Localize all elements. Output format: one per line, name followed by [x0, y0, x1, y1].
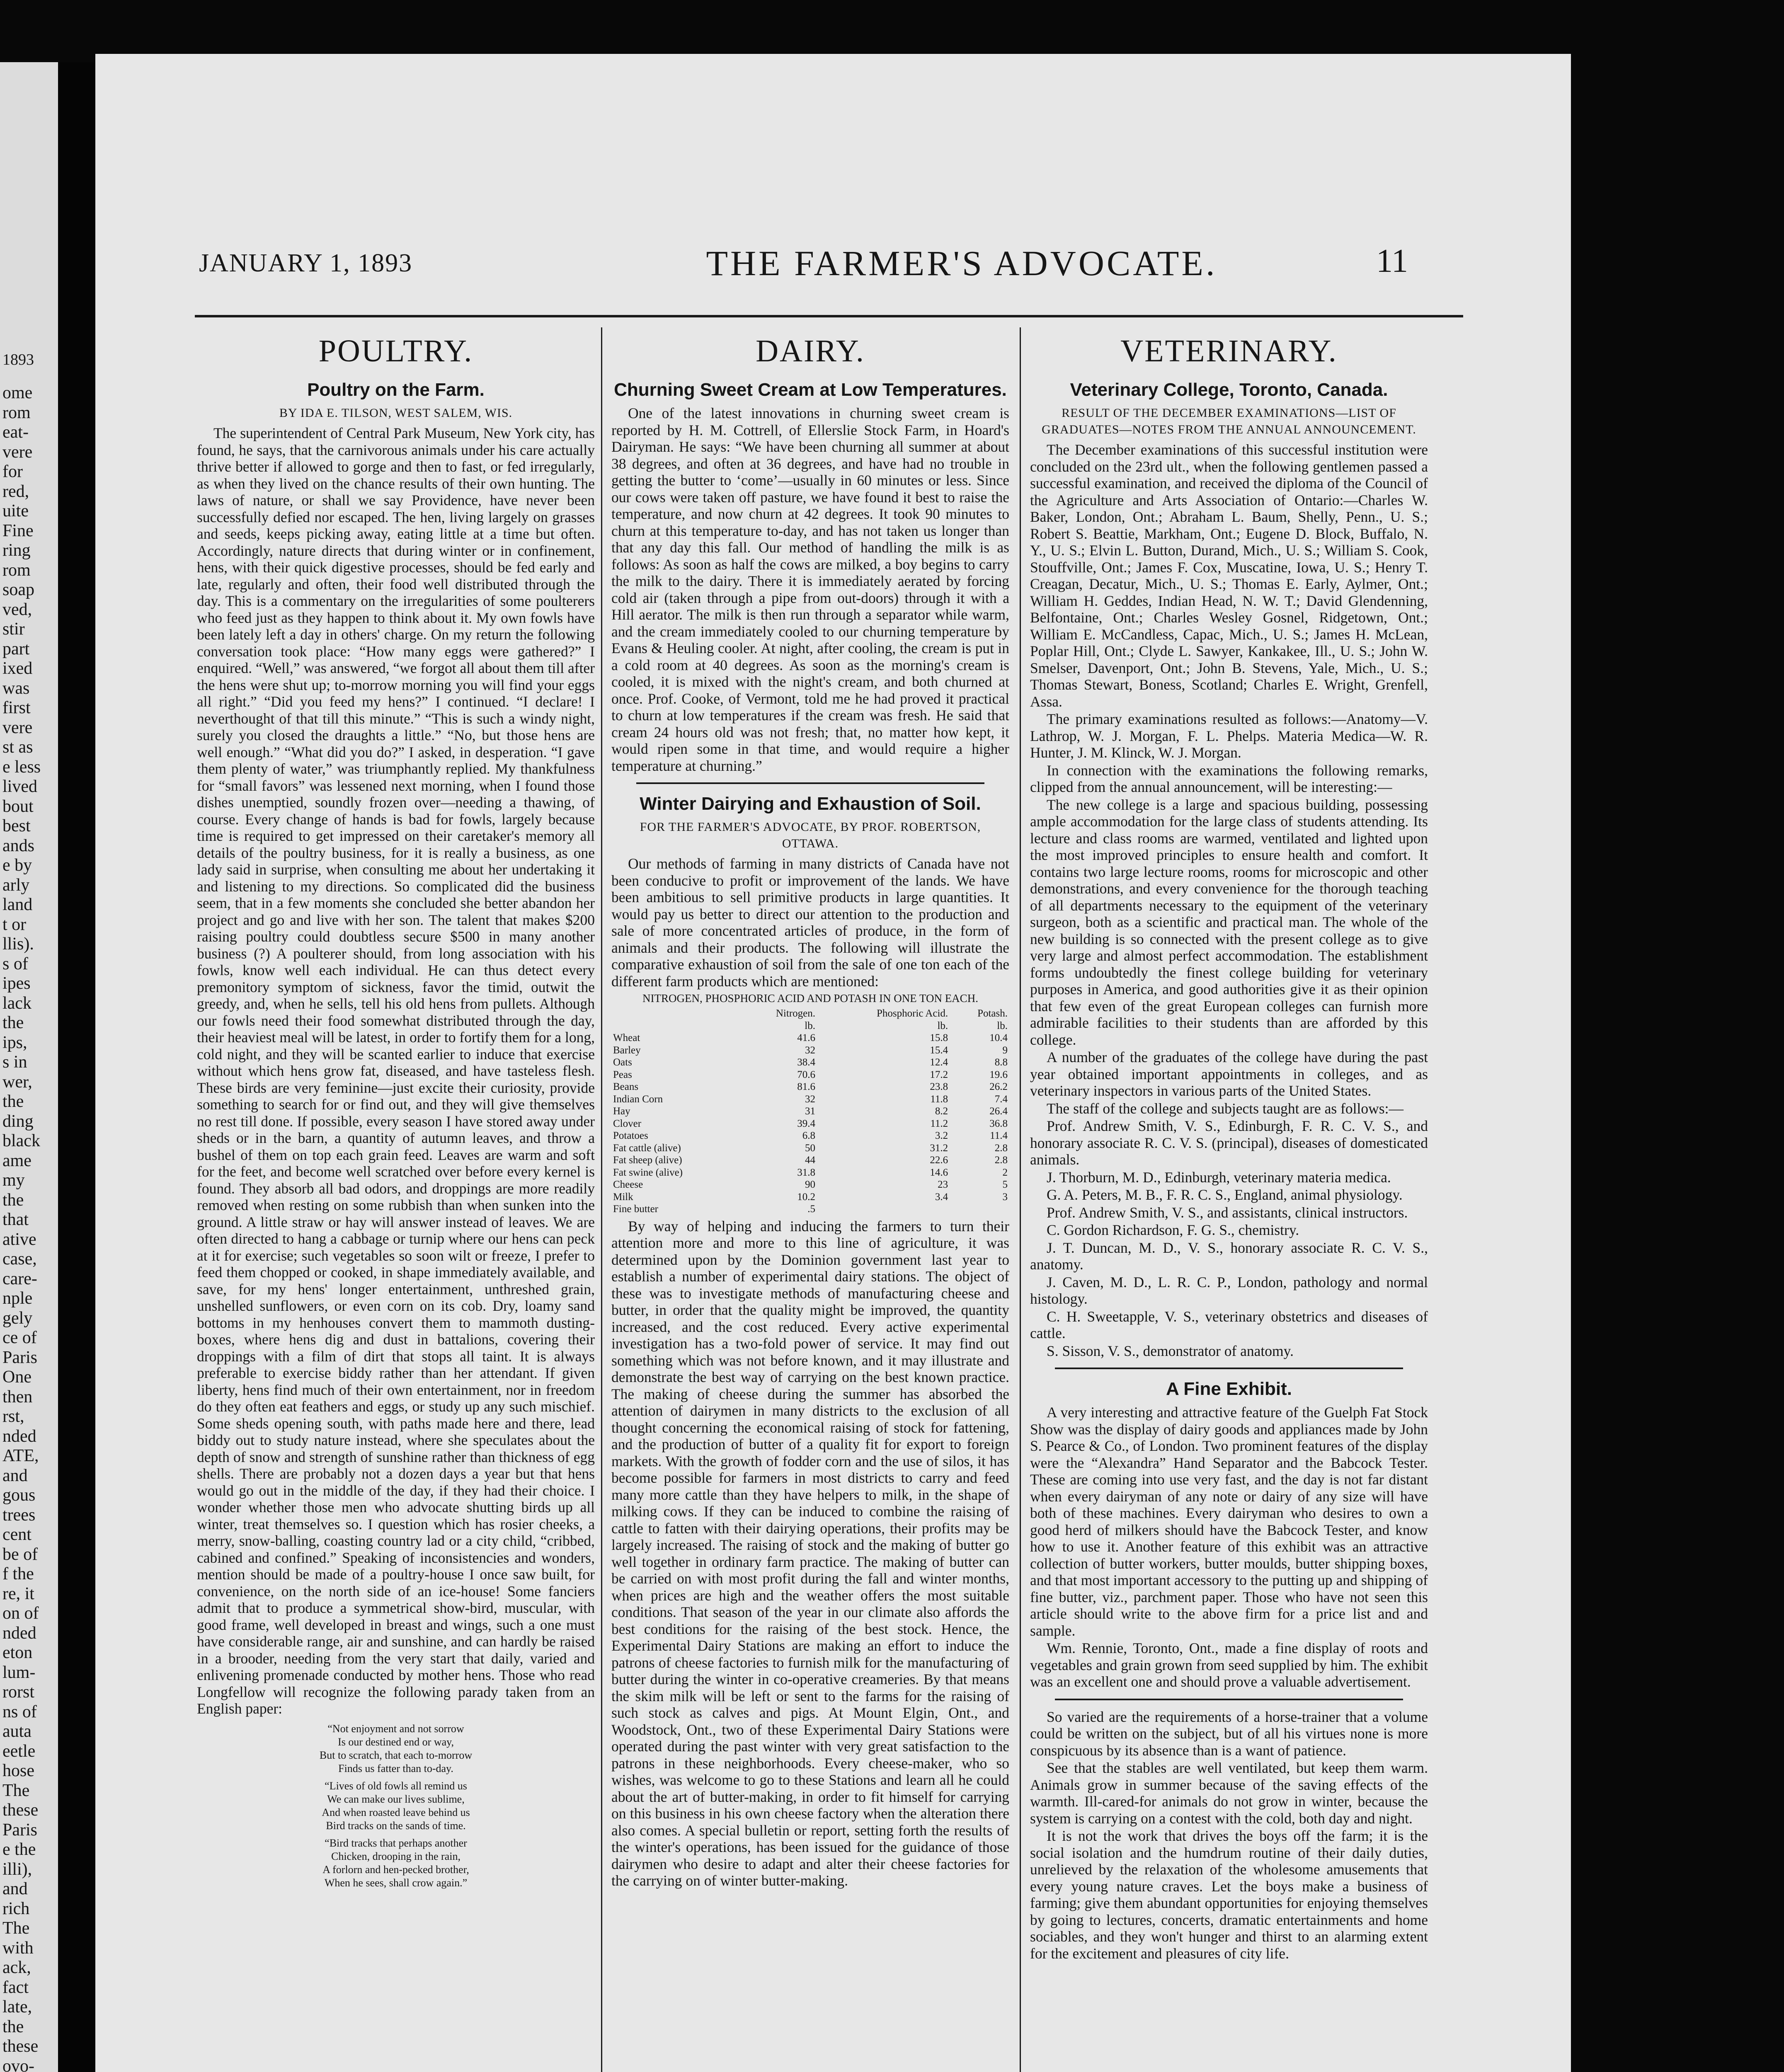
- table-cell: 22.6: [930, 1155, 948, 1166]
- previous-page-fragment: ixed: [2, 659, 33, 678]
- table-cell: 15.8: [930, 1032, 948, 1043]
- previous-page-fragment: ands: [2, 836, 34, 855]
- previous-page-fragment: auta: [2, 1722, 32, 1741]
- section-heading: VETERINARY.: [1120, 334, 1338, 368]
- table-cell: 3: [1002, 1191, 1008, 1203]
- poem: [197, 1722, 595, 1890]
- table-cell: 26.4: [989, 1106, 1008, 1117]
- previous-page-fragment: ce of: [2, 1328, 37, 1347]
- column-rule-right: [1020, 327, 1021, 2072]
- article-title: Winter Dairying and Exhaustion of Soil.: [640, 794, 981, 814]
- issue-date: JANUARY 1, 1893: [199, 249, 413, 277]
- veterinary-column: [1030, 332, 1428, 1963]
- table-header-row: [611, 1020, 1009, 1032]
- poem-line: Finds us fatter than to-day.: [338, 1762, 453, 1774]
- dairy-column: [611, 332, 1009, 1890]
- previous-page-fragment: lived: [2, 777, 37, 796]
- previous-page-fragment: the: [2, 2017, 24, 2036]
- table-cell: 11.4: [990, 1130, 1008, 1141]
- table-cell: 41.6: [797, 1032, 815, 1043]
- article-paragraph: J. Thorburn, M. D., Edinburgh, veterinary materia medica.: [1047, 1169, 1391, 1186]
- previous-page-fragment: uite: [2, 501, 29, 520]
- page-spine: [58, 62, 95, 2072]
- poem-line: We can make our lives sublime,: [327, 1793, 465, 1805]
- column-rule-left: [601, 327, 602, 2072]
- table-cell: 7.4: [994, 1093, 1008, 1105]
- previous-page-fragment: nple: [2, 1289, 33, 1308]
- previous-page-fragment: case,: [2, 1249, 37, 1268]
- previous-page-fragment: wer,: [2, 1072, 32, 1092]
- article-paragraph: It is not the work that drives the boys off the farm; it is the social isolation and the humdrum routine of their daily duties, unrelieved by the relaxation of the wholesome amusements that every young nature craves. Let the boys make a business of farming; give them abundant opportunities for enjoying themselves by going to lectures, concerts, dramatic entertainments and home sociables, and they won't hunger and thirst to an alarming extent for the excitement and pleasures of city life.: [1030, 1828, 1428, 1962]
- previous-page-fragment: arly: [2, 875, 30, 895]
- table-header-cell: lb.: [805, 1020, 815, 1031]
- previous-page-fragment: e the: [2, 1840, 36, 1859]
- table-header-cell: [611, 1007, 741, 1020]
- table-row-label: Clover: [613, 1118, 642, 1129]
- previous-page-fragment: these: [2, 2037, 39, 2056]
- table-header-cell: [611, 1020, 741, 1032]
- article-divider: [1055, 1699, 1403, 1700]
- article-paragraph: S. Sisson, V. S., demonstrator of anatomy.: [1047, 1342, 1294, 1359]
- previous-page-fragment: hose: [2, 1761, 34, 1780]
- poem-line: Is our destined end or way,: [338, 1736, 454, 1748]
- table-cell: 10.2: [797, 1191, 815, 1203]
- article-title: Veterinary College, Toronto, Canada.: [1070, 380, 1388, 400]
- previous-page-fragment: ding: [2, 1111, 34, 1131]
- previous-page-fragment: care-: [2, 1269, 37, 1288]
- previous-page-fragment: The: [2, 1919, 30, 1938]
- article-paragraph: The December examinations of this successful institution were concluded on the 23rd ult., when the following gentlemen passed a successful examination, and received the diploma of the Council of the Agriculture and Arts Association of Ontario:—Charles W. Baker, London, Ont.; Abraham L. Baum, Shelly, Penn., U. S.; Robert S. Beattie, Markham, Ont.; Eugene D. Block, Buffalo, N. Y., U. S.; Elvin L. Button, Durand, Mich., U. S.; William S. Cook, Stouffville, Ont.; James F. Cox, Muscatine, Iowa, U. S.; Henry T. Creagan, Decatur, Mich., U. S.; Thomas E. Early, Aylmer, Ont.; William H. Geddes, Indian Head, N. W. T.; David Glendenning, Belfontaine, Ont.; Charles Wesley Gosnel, Ridgetown, Ont.; William E. McCandless, Capac, Mich., U. S.; James H. McLean, Poplar Hill, Ont.; Clyde L. Sawyer, Kankakee, Ill., U. S.; John W. Smelser, Davenport, Ont.; John B. Stevens, Yale, Mich., U. S.; Thomas Stewart, Boness, Scotland; Charles E. Wright, Grenfell, Assa.: [1030, 441, 1428, 710]
- table-cell: [817, 1203, 950, 1215]
- article-paragraph: A number of the graduates of the college have during the past year obtained important appointments in colleges, and as veterinary inspectors in various parts of the United States.: [1030, 1049, 1428, 1099]
- table-row-label: Beans: [613, 1081, 639, 1092]
- table-row-label: Peas: [613, 1069, 632, 1080]
- previous-page-fragment: lum-: [2, 1663, 36, 1682]
- table-header-cell: lb.: [937, 1020, 948, 1031]
- previous-page-fragment: gely: [2, 1308, 33, 1328]
- previous-page-fragment: ovo-: [2, 2056, 34, 2072]
- table-cell: 11.2: [930, 1118, 948, 1129]
- table-cell: 23.8: [930, 1081, 948, 1092]
- table-cell: 14.6: [930, 1167, 948, 1178]
- poem-line: But to scratch, that each to-morrow: [319, 1749, 473, 1761]
- table-cell: 31.2: [930, 1142, 948, 1154]
- previous-page-fragment: illi),: [2, 1859, 32, 1879]
- previous-page-fragment: ame: [2, 1151, 32, 1170]
- previous-page-fragment: ns of: [2, 1702, 37, 1721]
- previous-page-fragment: fact: [2, 1978, 29, 1997]
- table-cell: 15.4: [930, 1044, 948, 1056]
- previous-page-fragment: black: [2, 1131, 40, 1150]
- table-cell: 23: [938, 1179, 948, 1190]
- article-paragraph: The superintendent of Central Park Museum, New York city, has found, he says, that the carnivorous animals under his care actually thrive better if allowed to gorge and then to fast, or fed irregularly, as when they lived on the chance results of their own hunting. The laws of nature, or shall we say Providence, have never been successfully defied nor escaped. The hen, living largely on grasses and seeds, keeps picking away, eating little at a time but often. Accordingly, nature directs that during winter or in confinement, hens, with their quick digestive processes, should be fed early and late, regularly and often, their food well distributed through the day. This is a commentary on the irregularities of some poulterers who feed just as they happen to think about it. My own fowls have been lately left a day in others' charge. On my return the following conversation took place: “How many eggs were gathered?” I enquired. “Well,” was answered, “we forgot all about them till after the hens were shut up; to-morrow morning you will find your eggs all right.” “Did you feed my hens?” I continued. “I declare! I neverthought of that till this minute.” “This is such a windy night, surely you closed the draughts a little.” “No, but those hens are well enough.” “What did you do?” I asked, in desperation. “I gave them plenty of water,” was triumphantly replied. My thankfulness for “small favors” was lessened next morning, when I found those dishes unemptied, soundly frozen over—needing a thawing, of course. Every change of hands is bad for fowls, largely because time is required to get impressed on their caretaker's memory all details of the poultry business, for it is really a business, as one lady said in surprise, when consulting me about her undertaking it and listening to my directions. So complicated did the business seem, that in a few moments she concluded she better abandon her project and go and live with her son. The talent that makes $200 raising poultry could doubtless secure $500 in many another business (?) A poulterer should, from long association with his fowls, know well each individual. He can thus detect every premonitory symptom of sickness, favor the timid, outwit the greedy, and, when he sells, tell his old hens from pullets. Although our fowls need their food somewhat distributed through the day, their heaviest meal will be latest, in order to fortify them for a long, cold night, and they will be scanted earlier to induce that exercise without which hens grow fat, diseased, and have tasteless flesh. These birds are very feminine—just excite their curiosity, provide something to search for or find out, and they will give themselves no rest till done. If possible, every season I have stored away under sheds or in the barn, a quantity of autumn leaves, and throw a bushel of them on top each grain feed. Leaves are warm and soft for the feet, and become well scratched over before every kernel is found. They absorb all bad odors, and droppings are more readily removed when resting on some rubbish than when sunken into the ground. A little straw or hay will answer instead of leaves. We are often directed to hang a cabbage or turnip where our hens can peck at it for exercise; such vegetables so soon wilt or freeze, I prefer to feed them chopped or cooked, in shape immediately available, and save, for my hens' longer entertainment, unthreshed grain, unshelled sunflowers, or even corn on its cob. Dry, loamy sand bottoms in my henhouses convert them to mammoth dusting-boxes, where hens dig and dust in battalions, covering their droppings with a film of dirt that stops all taint. It is always preferable to exercise biddy rather than her attendant. If given liberty, hens find much of their own entertainment, nor in freedom do they often eat feathers and eggs, or study up any such mischief. Some sheds opening south, with paths made here and there, lead biddy out to study nature instead, where she speculates about the depth of snow and strength of sunshine rather than thickness of egg shells. There are probably not a dozen days a year but that hens would go out in the middle of the day, if they had their choice. I wonder whether those men who advocate shutting birds up all winter, treat themselves so. I question which has rosier cheeks, a merry, snow-balling, coasting country lad or a city child, “cribbed, cabined and confined.” Speaking of inconsistencies and wonders, mention should be made of a poultry-house I once saw built, for convenience, on the north side of an ice-house! Some fanciers admit that to produce a symmetrical show-bird, muscular, with good frame, well developed in breast and wings, such a one must have considerable range, air and sunshine, and can hardly be raised in a brooder, needing from the very start that daily, varied and enlivening promenade conducted by mother hens. Those who read Longfellow will recognize the following parady taken from an English paper:: [197, 425, 595, 1717]
- table-cell: 32: [805, 1093, 815, 1105]
- article-paragraph: Wm. Rennie, Toronto, Ont., made a fine display of roots and vegetables and grain grown from seed supplied by him. The exhibit was an excellent one and should prove a valuable advertisement.: [1030, 1640, 1428, 1690]
- article-paragraph: J. T. Duncan, M. D., V. S., honorary associate R. C. V. S., anatomy.: [1030, 1239, 1428, 1273]
- previous-page-fragment: e by: [2, 856, 32, 875]
- table-cell: 11.8: [930, 1093, 948, 1105]
- previous-page-fragment: the: [2, 1190, 24, 1210]
- article-paragraph: Prof. Andrew Smith, V. S., Edinburgh, F. R. C. V. S., and honorary associate R. C. V. S. (principal), diseases of domesticated animals.: [1030, 1118, 1428, 1168]
- previous-page-fragment: ome: [2, 383, 33, 402]
- table-row: [611, 1130, 1009, 1142]
- previous-page-fragment: best: [2, 816, 31, 835]
- previous-page-fragment: ative: [2, 1230, 36, 1249]
- article-paragraph: Our methods of farming in many districts of Canada have not been conducive to profit or improvement of the lands. We have been ambitious to sell primitive products in large quantities. It would pay us better to direct our attention to the production and sale of more concentrated articles of produce, in the form of animals and their products. The following will illustrate the comparative exhaustion of soil from the sale of one ton each of the different farm products which are mentioned:: [611, 855, 1009, 990]
- table-row: [611, 1056, 1009, 1069]
- table-row: [611, 1032, 1009, 1044]
- table-cell: .5: [807, 1203, 815, 1215]
- previous-page-fragment: One: [2, 1368, 32, 1387]
- table-row: [611, 1044, 1009, 1057]
- table-row-label: Fat sheep (alive): [613, 1155, 682, 1166]
- article-paragraph: Prof. Andrew Smith, V. S., and assistants, clinical instructors.: [1047, 1204, 1408, 1221]
- table-row-label: Fine butter: [613, 1203, 659, 1215]
- previous-page-fragment: t or: [2, 915, 27, 934]
- poem-line: “Not enjoyment and not sorrow: [327, 1722, 464, 1735]
- table-cell: 36.8: [989, 1118, 1008, 1129]
- article-paragraph: The new college is a large and spacious building, possessing ample accommodation for the large class of students attending. Its lecture and class rooms are warmed, ventilated and lighted upon the most improved principles to ensure health and comfort. It contains two large lecture rooms, rooms for microscopic and other demonstrations, and every convenience for the thorough teaching of all departments necessary to the equipment of the veterinary surgeon, both as a scientific and practical man. The whole of the new building is so connected with the present college as to give very large and almost perfect accommodation. The establishment forms undoubtedly the finest college building for veterinary purposes in America, and good authorities give it as their opinion that few even of the great European colleges can furnish more admirable facilities to their students than are afforded by this college.: [1030, 796, 1428, 1048]
- previous-page-fragment: rom: [2, 560, 31, 580]
- previous-page-fragment: re, it: [2, 1584, 34, 1603]
- table-row-label: Cheese: [613, 1179, 643, 1190]
- article-paragraph: A very interesting and attractive feature of the Guelph Fat Stock Show was the display of dairy goods and appliances made by John S. Pearce & Co., of London. Two prominent features of the display were the “Alexandra” Hand Separator and the Babcock Tester. These are coming into use very fast, and the day is not far distant when every dairyman of any note or dairy of any size will have both of these machines. Every dairyman who desires to own a good herd of milkers should have the Babcock Tester, and know how to use it. Another feature of this exhibit was an attractive collection of butter workers, butter moulds, butter shipping boxes, and that most important accessory to the putting up and shipping of fine butter, viz., parchment paper. Those who have not seen this article should write to the above firm for a price list and and sample.: [1030, 1404, 1428, 1639]
- previous-page-fragment: The: [2, 1781, 30, 1800]
- previous-page-fragment: rst,: [2, 1407, 24, 1426]
- table-cell: 2: [1002, 1167, 1008, 1178]
- table-cell: 38.4: [797, 1057, 815, 1068]
- previous-page-fragment: then: [2, 1387, 33, 1406]
- table-cell: 5: [1002, 1179, 1008, 1190]
- table-row: [611, 1093, 1009, 1106]
- poem-line: Chicken, drooping in the rain,: [331, 1850, 461, 1862]
- table-cell: 39.4: [797, 1118, 815, 1129]
- table-cell: 81.6: [797, 1081, 815, 1092]
- previous-page-fragment: eat-: [2, 423, 29, 442]
- table-cell: 2.8: [994, 1155, 1008, 1166]
- header-rule: [195, 315, 1463, 317]
- article-paragraph: C. H. Sweetapple, V. S., veterinary obstetrics and diseases of cattle.: [1030, 1308, 1428, 1341]
- previous-page-fragment: vere: [2, 442, 33, 462]
- previous-page-fragment: rom: [2, 403, 31, 422]
- previous-page-fragment: Paris: [2, 1820, 37, 1840]
- previous-page-fragment: ATE,: [2, 1446, 39, 1465]
- table-header-cell: lb.: [997, 1020, 1008, 1031]
- table-header-cell: Nitrogen.: [776, 1008, 815, 1019]
- table-row-label: Indian Corn: [613, 1093, 663, 1105]
- previous-page-fragment: and: [2, 1466, 28, 1485]
- table-row-label: Milk: [613, 1191, 633, 1203]
- table-cell: 8.2: [935, 1106, 948, 1117]
- previous-page-fragment: eetle: [2, 1741, 36, 1761]
- table-row: [611, 1105, 1009, 1118]
- previous-page-fragment: that: [2, 1210, 29, 1229]
- previous-page-fragment: stir: [2, 620, 25, 639]
- table-cell: 32: [805, 1044, 815, 1056]
- previous-page-fragment: trees: [2, 1505, 36, 1525]
- article-paragraph: So varied are the requirements of a horse-trainer that a volume could be written on the subject, but of all his virtues none is more conspicuous by its absence than is a want of patience.: [1030, 1708, 1428, 1759]
- article-byline: BY IDA E. TILSON, WEST SALEM, WIS.: [279, 406, 513, 420]
- table-row-label: Barley: [613, 1044, 641, 1056]
- article-title: Poultry on the Farm.: [307, 380, 485, 400]
- previous-page-fragment: st as: [2, 738, 33, 757]
- masthead-title: THE FARMER'S ADVOCATE.: [706, 243, 1217, 283]
- article-paragraph: C. Gordon Richardson, F. G. S., chemistry.: [1047, 1222, 1299, 1238]
- table-cell: 31: [805, 1106, 815, 1117]
- nutrient-table: [611, 1007, 1009, 1215]
- previous-page-fragment: nded: [2, 1426, 36, 1446]
- article-paragraph: The staff of the college and subjects taught are as follows:—: [1047, 1100, 1403, 1117]
- poem-line: And when roasted leave behind us: [322, 1806, 470, 1818]
- table-row: [611, 1142, 1009, 1155]
- previous-page-fragment: eton: [2, 1643, 33, 1662]
- table-row-label: Wheat: [613, 1032, 640, 1043]
- previous-page-fragment: gous: [2, 1486, 36, 1505]
- table-cell: [950, 1203, 1009, 1215]
- previous-page-fragment: ack,: [2, 1958, 31, 1977]
- previous-page-fragment: was: [2, 678, 30, 698]
- previous-page-fragment: e less: [2, 757, 41, 777]
- article-paragraph: J. Caven, M. D., L. R. C. P., London, pathology and normal histology.: [1030, 1273, 1428, 1307]
- poem-line: When he sees, shall crow again.”: [324, 1876, 468, 1889]
- table-row: [611, 1118, 1009, 1130]
- table-cell: 44: [805, 1155, 815, 1166]
- table-row-label: Fat swine (alive): [613, 1167, 683, 1178]
- table-header-row: [611, 1007, 1009, 1020]
- previous-page-fragment: be of: [2, 1544, 38, 1564]
- table-cell: 70.6: [797, 1069, 815, 1080]
- previous-page-fragment: with: [2, 1938, 34, 1958]
- table-cell: 10.4: [989, 1032, 1008, 1043]
- article-paragraph: The primary examinations resulted as follows:—Anatomy—V. Lathrop, W. J. Morgan, F. L. Phelps. Materia Medica—W. R. Hunter, J. M. Klinck, W. J. Morgan.: [1030, 711, 1428, 761]
- previous-page-fragment: part: [2, 639, 30, 658]
- table-row-label: Potatoes: [613, 1130, 648, 1141]
- article-paragraph: In connection with the examinations the following remarks, clipped from the annual announcement, will be interesting:—: [1030, 762, 1428, 795]
- poem-line: “Lives of old fowls all remind us: [325, 1779, 467, 1792]
- table-row: [611, 1179, 1009, 1191]
- table-cell: 31.8: [797, 1167, 815, 1178]
- poem-line: Bird tracks on the sands of time.: [326, 1819, 466, 1832]
- table-row-label: Hay: [613, 1106, 630, 1117]
- previous-page-fragment: llis).: [2, 934, 34, 954]
- table-row: [611, 1154, 1009, 1167]
- table-row: [611, 1203, 1009, 1215]
- previous-page-header: 1893: [2, 351, 34, 368]
- table-cell: 3.4: [935, 1191, 948, 1203]
- previous-page-fragment: late,: [2, 1997, 32, 2016]
- article-title: Churning Sweet Cream at Low Temperatures.: [614, 380, 1007, 400]
- table-row-label: Oats: [613, 1057, 632, 1068]
- previous-page-fragment: red,: [2, 482, 29, 501]
- table-cell: 3.2: [935, 1130, 948, 1141]
- article-byline: FOR THE FARMER'S ADVOCATE, BY PROF. ROBERTSON, OTTAWA.: [640, 820, 981, 850]
- previous-page-fragment: Fine: [2, 521, 34, 540]
- table-cell: 19.6: [989, 1069, 1008, 1080]
- article-subtitle: RESULT OF THE DECEMBER EXAMINATIONS—LIST OF GRADUATES—NOTES FROM THE ANNUAL ANNOUNCEMENT.: [1042, 406, 1416, 436]
- poultry-column: [197, 332, 595, 1890]
- table-row-label: Fat cattle (alive): [613, 1142, 681, 1154]
- table-cell: 9: [1002, 1044, 1008, 1056]
- table-row: [611, 1167, 1009, 1179]
- table-header-cell: Phosphoric Acid.: [876, 1008, 948, 1019]
- previous-page-edge: [0, 62, 58, 2072]
- previous-page-fragment: these: [2, 1801, 39, 1820]
- previous-page-fragment: the: [2, 1092, 24, 1111]
- section-heading: POULTRY.: [318, 334, 473, 368]
- table-cell: 17.2: [930, 1069, 948, 1080]
- previous-page-fragment: ved,: [2, 600, 32, 619]
- previous-page-fragment: nded: [2, 1623, 36, 1643]
- previous-page-fragment: soap: [2, 580, 34, 599]
- article-paragraph: One of the latest innovations in churning sweet cream is reported by H. M. Cottrell, of Ellerslie Stock Farm, in Hoard's Dairyman. He says: “We have been churning all summer at about 38 degrees, and often at 36 degrees, and have had no trouble in getting the butter to ‘come’—usually in 60 minutes or less. Since our cows were taken off pasture, we have found it best to raise the temperature, and now churn at 42 degrees. It took 90 minutes to churn at this temperature to-day, and has not taken us longer than that any day this fall. Our method of handling the milk is as follows: As soon as half the cows are milked, a boy begins to carry the milk to the dairy. There it is immediately aerated by forcing cold air (taken through a pipe from out-doors) through it with a Hill aerator. The milk is then run through a separator while warm, and the cream immediately cooled to our churning temperature by Evans & Heuling cooler. At night, after cooling, the cream is put in a cold room at 40 degrees. As soon as the morning's cream is cooled, it is mixed with the night's cream, and both churned at once. Prof. Cooke, of Vermont, told me he had proved it practical to churn at low temperatures if the cream was fresh. He said that cream 24 hours old was not fresh; that, no matter how kept, it would ripen some in that time, and would require a higher temperature at churning.”: [611, 405, 1009, 774]
- table-header-cell: Potash.: [977, 1008, 1008, 1019]
- table-cell: 90: [805, 1179, 815, 1190]
- article-paragraph: G. A. Peters, M. B., F. R. C. S., England, animal physiology.: [1047, 1186, 1403, 1203]
- poem-line: A forlorn and hen-pecked brother,: [322, 1863, 469, 1876]
- previous-page-fragment: rich: [2, 1899, 30, 1918]
- previous-page-fragment: for: [2, 462, 23, 481]
- previous-page-fragment: ipes: [2, 974, 31, 993]
- previous-page-fragment: Paris: [2, 1348, 37, 1367]
- previous-page-fragment: on of: [2, 1604, 39, 1623]
- article-divider: [636, 782, 984, 784]
- table-row: [611, 1069, 1009, 1081]
- section-heading: DAIRY.: [756, 334, 865, 368]
- previous-page-fragment: land: [2, 895, 33, 914]
- previous-page-fragment: and: [2, 1879, 28, 1898]
- previous-page-fragment: cent: [2, 1525, 32, 1544]
- previous-page-fragment: rorst: [2, 1682, 34, 1702]
- page-number: 11: [1376, 243, 1408, 279]
- previous-page-fragment: ring: [2, 541, 31, 560]
- poem-line: “Bird tracks that perhaps another: [325, 1837, 467, 1849]
- previous-page-fragment: f the: [2, 1564, 34, 1583]
- table-title: NITROGEN, PHOSPHORIC ACID AND POTASH IN ONE TON EACH.: [642, 992, 978, 1005]
- previous-page-fragment: lack: [2, 993, 32, 1013]
- table-cell: 12.4: [930, 1057, 948, 1068]
- previous-page-fragment: bout: [2, 796, 34, 816]
- previous-page-fragment: vere: [2, 718, 33, 737]
- article-paragraph: By way of helping and inducing the farmers to turn their attention more and more to this line of agriculture, it was determined upon by the Dominion government last year to establish a number of experimental dairy stations. The object of these was to investigate methods of manufacturing cheese and butter, in order that the quality might be improved, the quantity increased, and the cost reduced. Every active experimental investigation has a two-fold power of service. It may find out something which was not before known, and it may illustrate and demonstrate the best way of carrying on the best known practice. The making of cheese during the summer has absorbed the attention of dairymen in many districts to the exclusion of all thought concerning the economical raising of stock for fattening, and the production of butter of a quality fit for export to foreign markets. With the growth of fodder corn and the use of silos, it has become possible for farmers in most districts to carry and feed many more cattle than they have helpers to milk, in the shape of milking cows. If they can be induced to combine the raising of cattle to fatten with their dairying operations, their profits may be largely increased. The raising of stock and the making of butter go well together in ordinary farm practice. The making of butter can be carried on with most profit during the fall and winter months, when prices are high and the weather offers the most suitable conditions. That season of the year in our climate also affords the best conditions for the raising of the best stock. Hence, the Experimental Dairy Stations are making an effort to induce the patrons of cheese factories to furnish milk for the manufacturing of butter during the winter in co-operative creameries. By that means the skim milk will be left or sent to the farms for the raising of such stock as calves and pigs. At Mount Elgin, Ont., and Woodstock, Ont., two of these Experimental Dairy Stations were operated during the past winter with very great satisfaction to the patrons in these neighborhoods. Every cheese-maker, who so wishes, was welcome to go to these Stations and learn all he could about the art of butter-making, in order to fit himself for carrying on this business in his own cheese factory when the alteration there also comes. A special bulletin or report, setting forth the results of the winter's operations, has been issued for the guidance of those dairymen who desire to adapt and alter their cheese factories for the carrying on of winter butter-making.: [611, 1218, 1009, 1889]
- previous-page-fragment: my: [2, 1171, 25, 1190]
- table-row: [611, 1081, 1009, 1093]
- previous-page-fragment: the: [2, 1013, 24, 1032]
- previous-page-fragment: s in: [2, 1053, 27, 1072]
- table-cell: 8.8: [994, 1057, 1008, 1068]
- table-cell: 2.8: [994, 1142, 1008, 1154]
- previous-page-fragment: first: [2, 698, 31, 717]
- article-paragraph: See that the stables are well ventilated, but keep them warm. Animals grow in summer because of the saving effects of the warmth. Ill-cared-for animals do not grow in winter, because the system is carrying on a contest with the cold, both day and night.: [1030, 1760, 1428, 1827]
- article-title: A Fine Exhibit.: [1166, 1379, 1292, 1399]
- article-divider: [1055, 1368, 1403, 1369]
- table-row: [611, 1191, 1009, 1203]
- previous-page-fragment: ips,: [2, 1033, 27, 1052]
- table-cell: 26.2: [989, 1081, 1008, 1092]
- previous-page-fragment: s of: [2, 954, 28, 973]
- table-cell: 50: [805, 1142, 815, 1154]
- table-cell: 6.8: [802, 1130, 815, 1141]
